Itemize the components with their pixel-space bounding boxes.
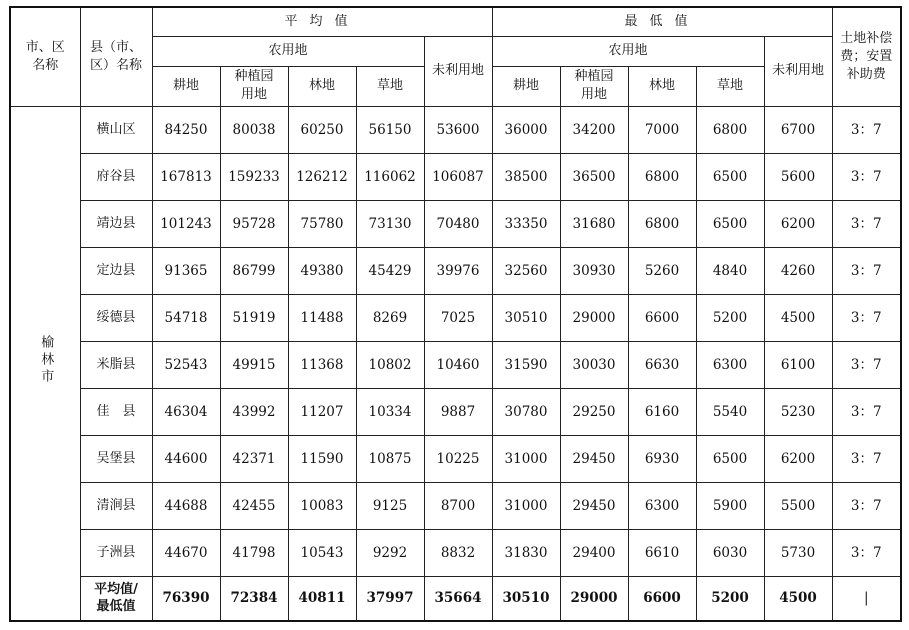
min-value-cell: 5600 [764, 153, 832, 200]
table-row [10, 294, 901, 341]
min-value-cell: 29450 [560, 482, 628, 529]
county-name-header: 县（市、 区）名称 [80, 7, 152, 106]
min-value-cell: 4260 [764, 247, 832, 294]
avg-value-cell: 84250 [152, 106, 220, 153]
avg-value-cell: 8269 [356, 294, 424, 341]
avg-value-cell: 167813 [152, 153, 220, 200]
table-row [10, 388, 901, 435]
avg-value-cell: 52543 [152, 341, 220, 388]
min-value-cell: 5230 [764, 388, 832, 435]
ratio-cell: 3：7 [832, 388, 901, 435]
min-value-cell: 5260 [628, 247, 696, 294]
avg-value-cell: 101243 [152, 200, 220, 247]
min-value-cell: 6030 [696, 529, 764, 576]
avg-value-cell: 10543 [288, 529, 356, 576]
table-header [10, 7, 901, 106]
min-unused-header: 未利用地 [764, 36, 832, 106]
min-grass-header: 草地 [696, 66, 764, 106]
min-value-cell: 30930 [560, 247, 628, 294]
min-value-cell: 38500 [492, 153, 560, 200]
ratio-cell: 3：7 [832, 106, 901, 153]
avg-value-cell: 10875 [356, 435, 424, 482]
city-name-header: 市、区 名称 [10, 7, 80, 106]
avg-value-cell: 42455 [220, 482, 288, 529]
total-label: 平均值/ 最低值 [80, 576, 152, 621]
min-value-cell: 5540 [696, 388, 764, 435]
table-row [10, 529, 901, 576]
average-header: 平均值 [152, 7, 492, 36]
min-value-cell: 6800 [628, 153, 696, 200]
avg-value-cell: 11590 [288, 435, 356, 482]
avg-value-cell: 10460 [424, 341, 492, 388]
total-avg-cell: 40811 [288, 576, 356, 621]
min-value-cell: 31590 [492, 341, 560, 388]
min-value-cell: 6200 [764, 200, 832, 247]
table-row [10, 153, 901, 200]
avg-value-cell: 8700 [424, 482, 492, 529]
total-min-cell: 5200 [696, 576, 764, 621]
county-name: 佳 县 [80, 388, 152, 435]
min-value-cell: 30780 [492, 388, 560, 435]
total-min-cell: 6600 [628, 576, 696, 621]
ratio-cell: 3：7 [832, 247, 901, 294]
avg-value-cell: 126212 [288, 153, 356, 200]
county-name: 子洲县 [80, 529, 152, 576]
min-value-cell: 34200 [560, 106, 628, 153]
avg-grass-header: 草地 [356, 66, 424, 106]
avg-value-cell: 95728 [220, 200, 288, 247]
avg-agricultural-header: 农用地 [152, 36, 424, 66]
min-value-cell: 5200 [696, 294, 764, 341]
min-value-cell: 29000 [560, 294, 628, 341]
county-name: 清涧县 [80, 482, 152, 529]
avg-cultivated-header: 耕地 [152, 66, 220, 106]
avg-value-cell: 53600 [424, 106, 492, 153]
min-value-cell: 30510 [492, 294, 560, 341]
avg-value-cell: 49915 [220, 341, 288, 388]
min-value-cell: 6500 [696, 200, 764, 247]
min-value-cell: 6200 [764, 435, 832, 482]
city-name: 榆林市 [38, 335, 54, 386]
total-avg-cell: 76390 [152, 576, 220, 621]
total-avg-cell: 35664 [424, 576, 492, 621]
min-agricultural-header: 农用地 [492, 36, 764, 66]
min-value-cell: 6800 [696, 106, 764, 153]
avg-value-cell: 7025 [424, 294, 492, 341]
min-value-cell: 31680 [560, 200, 628, 247]
avg-value-cell: 9125 [356, 482, 424, 529]
avg-value-cell: 46304 [152, 388, 220, 435]
avg-value-cell: 54718 [152, 294, 220, 341]
min-value-cell: 31000 [492, 482, 560, 529]
min-value-cell: 32560 [492, 247, 560, 294]
min-value-cell: 6600 [628, 294, 696, 341]
min-value-cell: 36500 [560, 153, 628, 200]
compensation-header: 土地补偿 费；安置 补助费 [832, 7, 901, 106]
avg-plantation-header: 种植园 用地 [220, 66, 288, 106]
ratio-cell: 3：7 [832, 294, 901, 341]
min-value-cell: 6630 [628, 341, 696, 388]
avg-value-cell: 51919 [220, 294, 288, 341]
ratio-cell: 3：7 [832, 153, 901, 200]
total-ratio-cell: | [832, 576, 901, 621]
avg-value-cell: 8832 [424, 529, 492, 576]
min-value-cell: 6700 [764, 106, 832, 153]
avg-value-cell: 60250 [288, 106, 356, 153]
min-value-cell: 31000 [492, 435, 560, 482]
ratio-cell: 3：7 [832, 435, 901, 482]
min-value-cell: 6300 [628, 482, 696, 529]
min-value-cell: 5730 [764, 529, 832, 576]
table-row [10, 247, 901, 294]
county-name: 绥德县 [80, 294, 152, 341]
total-avg-cell: 72384 [220, 576, 288, 621]
avg-value-cell: 42371 [220, 435, 288, 482]
county-name: 靖边县 [80, 200, 152, 247]
min-value-cell: 5500 [764, 482, 832, 529]
min-value-cell: 6500 [696, 435, 764, 482]
avg-value-cell: 41798 [220, 529, 288, 576]
avg-value-cell: 11488 [288, 294, 356, 341]
min-cultivated-header: 耕地 [492, 66, 560, 106]
ratio-cell: 3：7 [832, 341, 901, 388]
min-value-cell: 4840 [696, 247, 764, 294]
avg-value-cell: 116062 [356, 153, 424, 200]
avg-unused-header: 未利用地 [424, 36, 492, 106]
table-row [10, 341, 901, 388]
avg-value-cell: 70480 [424, 200, 492, 247]
avg-value-cell: 9292 [356, 529, 424, 576]
min-value-cell: 33350 [492, 200, 560, 247]
avg-value-cell: 11207 [288, 388, 356, 435]
table-row [10, 435, 901, 482]
county-name: 米脂县 [80, 341, 152, 388]
avg-value-cell: 80038 [220, 106, 288, 153]
table-row [10, 200, 901, 247]
min-value-cell: 29250 [560, 388, 628, 435]
min-value-cell: 6500 [696, 153, 764, 200]
table-body [10, 106, 901, 621]
city-cell [10, 106, 80, 621]
avg-value-cell: 44670 [152, 529, 220, 576]
county-name: 横山区 [80, 106, 152, 153]
avg-value-cell: 10334 [356, 388, 424, 435]
avg-value-cell: 9887 [424, 388, 492, 435]
ratio-cell: 3：7 [832, 529, 901, 576]
avg-value-cell: 159233 [220, 153, 288, 200]
avg-value-cell: 10225 [424, 435, 492, 482]
avg-value-cell: 75780 [288, 200, 356, 247]
min-value-cell: 6300 [696, 341, 764, 388]
total-avg-cell: 37997 [356, 576, 424, 621]
total-row [10, 576, 901, 621]
minimum-header: 最低值 [492, 7, 832, 36]
table-row [10, 482, 901, 529]
avg-forest-header: 林地 [288, 66, 356, 106]
avg-value-cell: 91365 [152, 247, 220, 294]
min-value-cell: 6610 [628, 529, 696, 576]
min-value-cell: 6100 [764, 341, 832, 388]
min-forest-header: 林地 [628, 66, 696, 106]
avg-value-cell: 44688 [152, 482, 220, 529]
min-value-cell: 6160 [628, 388, 696, 435]
avg-value-cell: 43992 [220, 388, 288, 435]
min-plantation-header: 种植园 用地 [560, 66, 628, 106]
avg-value-cell: 49380 [288, 247, 356, 294]
ratio-cell: 3：7 [832, 200, 901, 247]
min-value-cell: 36000 [492, 106, 560, 153]
avg-value-cell: 45429 [356, 247, 424, 294]
avg-value-cell: 44600 [152, 435, 220, 482]
table-row [10, 106, 901, 153]
county-name: 定边县 [80, 247, 152, 294]
avg-value-cell: 56150 [356, 106, 424, 153]
total-min-cell: 4500 [764, 576, 832, 621]
avg-value-cell: 73130 [356, 200, 424, 247]
ratio-cell: 3：7 [832, 482, 901, 529]
county-name: 府谷县 [80, 153, 152, 200]
total-min-cell: 29000 [560, 576, 628, 621]
compensation-table [9, 6, 902, 622]
min-value-cell: 31830 [492, 529, 560, 576]
avg-value-cell: 10802 [356, 341, 424, 388]
avg-value-cell: 10083 [288, 482, 356, 529]
min-value-cell: 4500 [764, 294, 832, 341]
avg-value-cell: 11368 [288, 341, 356, 388]
avg-value-cell: 86799 [220, 247, 288, 294]
min-value-cell: 5900 [696, 482, 764, 529]
min-value-cell: 6930 [628, 435, 696, 482]
min-value-cell: 7000 [628, 106, 696, 153]
county-name: 吴堡县 [80, 435, 152, 482]
total-min-cell: 30510 [492, 576, 560, 621]
min-value-cell: 6800 [628, 200, 696, 247]
min-value-cell: 30030 [560, 341, 628, 388]
avg-value-cell: 106087 [424, 153, 492, 200]
avg-value-cell: 39976 [424, 247, 492, 294]
min-value-cell: 29450 [560, 435, 628, 482]
min-value-cell: 29400 [560, 529, 628, 576]
